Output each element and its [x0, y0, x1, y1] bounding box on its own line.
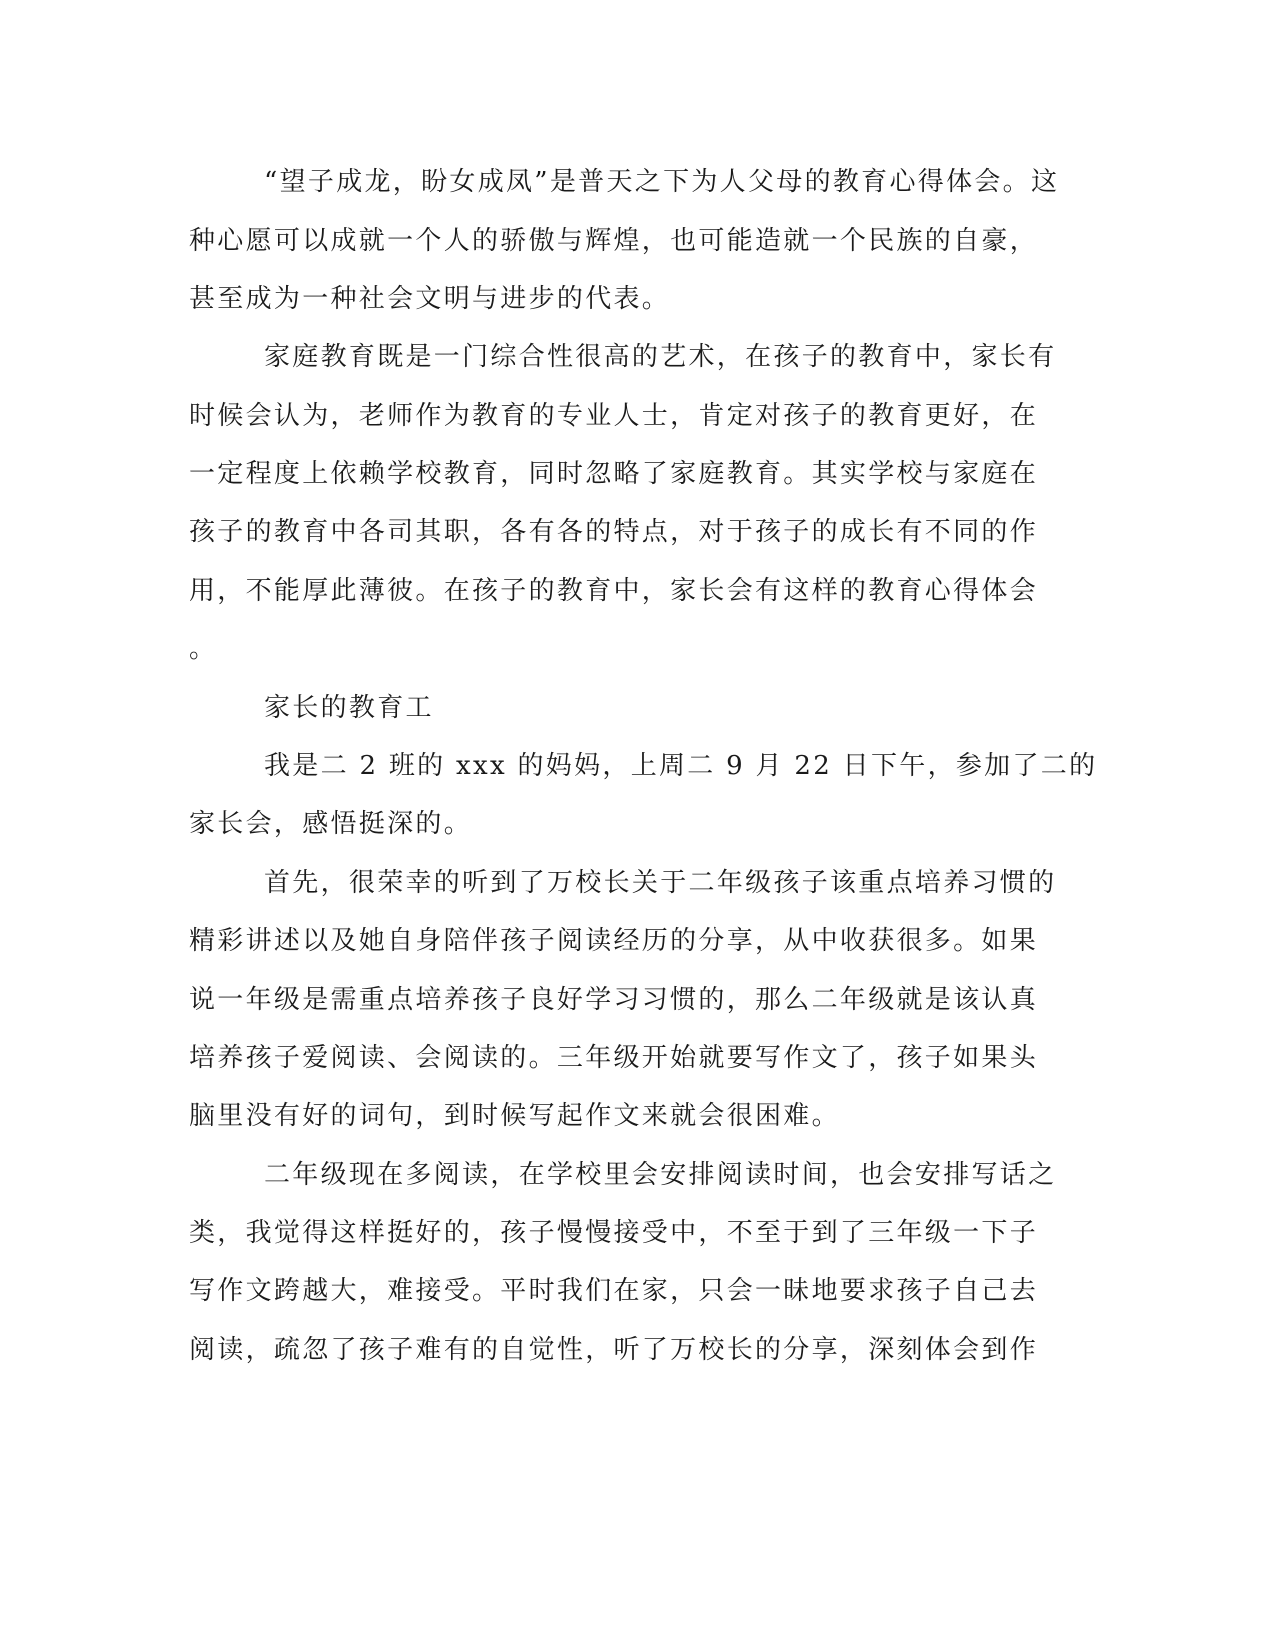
- paragraph-line: 类，我觉得这样挺好的，孩子慢慢接受中，不至于到了三年级一下子: [189, 1218, 1039, 1248]
- paragraph-line: 我是二 2 班的 xxx 的妈妈，上周二 9 月 22 日下午，参加了二的: [264, 751, 1098, 781]
- paragraph-line: 二年级现在多阅读，在学校里会安排阅读时间，也会安排写话之: [264, 1160, 1057, 1190]
- paragraph-line: 种心愿可以成就一个人的骄傲与辉煌，也可能造就一个民族的自豪，: [189, 226, 1039, 256]
- paragraph-line: 时候会认为，老师作为教育的专业人士，肯定对孩子的教育更好，在: [189, 401, 1039, 431]
- paragraph-line: 写作文跨越大，难接受。平时我们在家，只会一昧地要求孩子自己去: [189, 1276, 1039, 1306]
- section-heading: 家长的教育工: [264, 693, 434, 723]
- paragraph-line: 甚至成为一种社会文明与进步的代表。: [189, 284, 671, 314]
- paragraph-line: 培养孩子爱阅读、会阅读的。三年级开始就要写作文了，孩子如果头: [189, 1043, 1039, 1073]
- paragraph-line: 首先，很荣幸的听到了万校长关于二年级孩子该重点培养习惯的: [264, 868, 1057, 898]
- paragraph-line: 一定程度上依赖学校教育，同时忽略了家庭教育。其实学校与家庭在: [189, 459, 1039, 489]
- paragraph-line: 说一年级是需重点培养孩子良好学习习惯的，那么二年级就是该认真: [189, 985, 1039, 1015]
- paragraph-line: 用，不能厚此薄彼。在孩子的教育中，家长会有这样的教育心得体会: [189, 576, 1039, 606]
- paragraph-line: 家庭教育既是一门综合性很高的艺术，在孩子的教育中，家长有: [264, 342, 1057, 372]
- paragraph-line: 阅读，疏忽了孩子难有的自觉性，听了万校长的分享，深刻体会到作: [189, 1335, 1039, 1365]
- paragraph-line: 精彩讲述以及她自身陪伴孩子阅读经历的分享，从中收获很多。如果: [189, 926, 1039, 956]
- paragraph-line: 脑里没有好的词句，到时候写起作文来就会很困难。: [189, 1101, 840, 1131]
- paragraph-line: “望子成龙，盼女成凤”是普天之下为人父母的教育心得体会。这: [264, 167, 1060, 197]
- paragraph-line: 孩子的教育中各司其职，各有各的特点，对于孩子的成长有不同的作: [189, 517, 1039, 547]
- paragraph-line: 家长会，感悟挺深的。: [189, 809, 473, 839]
- paragraph-line: 。: [189, 634, 218, 664]
